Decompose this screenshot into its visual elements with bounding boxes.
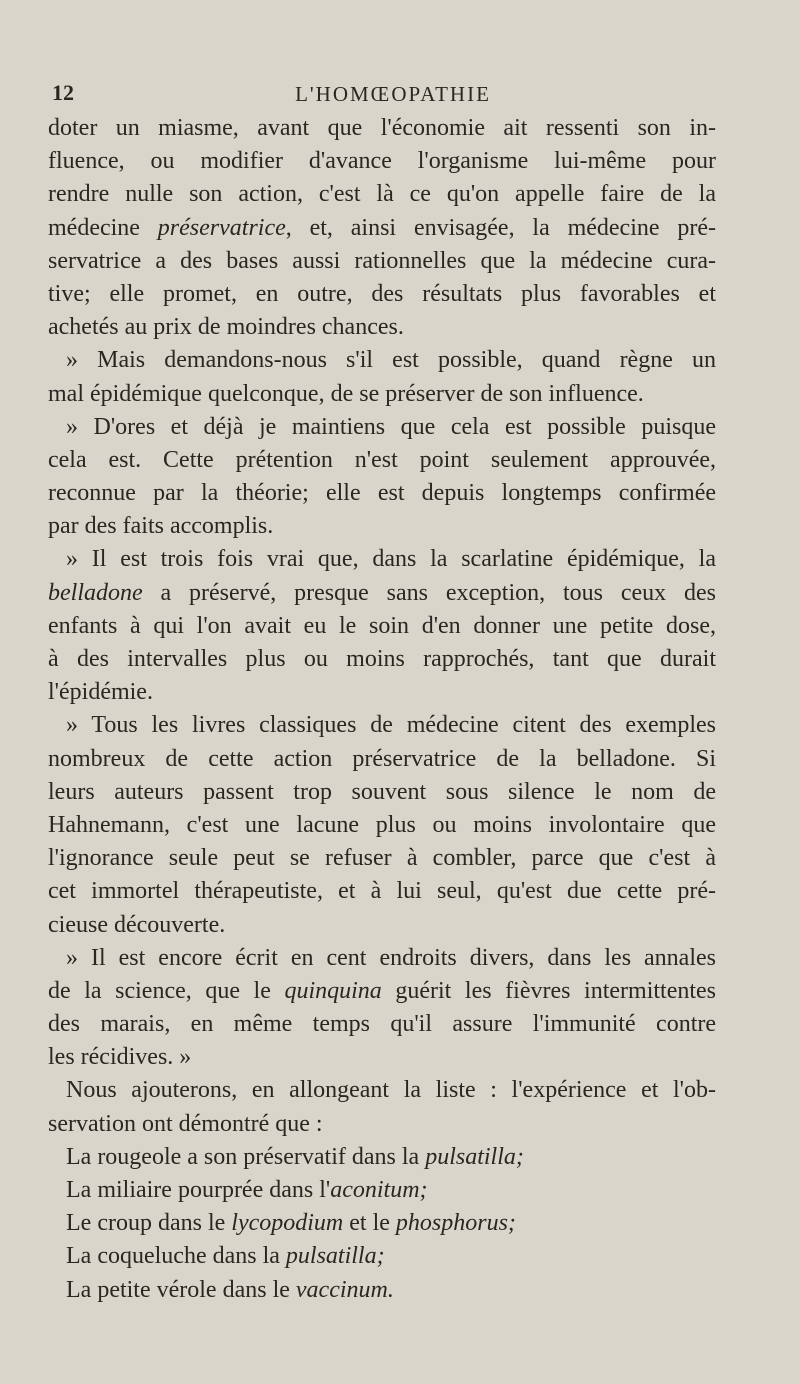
- text-segment: nombreux de cette action préservatrice de la belladone. Si: [48, 745, 716, 772]
- page-header: [52, 80, 714, 112]
- text-segment: reconnue par la théorie; elle est depuis longtemps confirmée: [48, 480, 716, 507]
- text-segment: » D'ores et déjà je maintiens que cela est possible puisque: [66, 413, 716, 440]
- text-line: [48, 1141, 716, 1174]
- text-line: [48, 776, 716, 809]
- text-line: [48, 676, 716, 709]
- text-line: [48, 1240, 716, 1273]
- text-segment: La coqueluche dans la: [66, 1243, 286, 1270]
- text-line: [48, 278, 716, 311]
- text-line: [48, 444, 716, 477]
- text-segment: rendre nulle son action, c'est là ce qu'on appelle faire de la: [48, 181, 716, 208]
- text-segment: servatrice a des bases aussi rationnelles que la médecine cura-: [48, 247, 716, 274]
- text-line: [48, 1074, 716, 1107]
- text-segment: cela est. Cette prétention n'est point seulement approuvée,: [48, 446, 716, 473]
- text-segment: doter un miasme, avant que l'économie ait ressenti son in-: [48, 115, 716, 141]
- italic-term: belladone: [48, 579, 143, 606]
- italic-term: préservatrice: [157, 214, 286, 241]
- text-segment: La miliaire pourprée dans l': [66, 1177, 331, 1203]
- page-number: 12: [52, 80, 74, 105]
- text-segment: cet immortel thérapeutiste, et à lui seul, qu'est due cette pré-: [48, 878, 716, 905]
- text-segment: mal épidémique quelconque, de se préserver de son influence.: [48, 380, 644, 407]
- italic-term: pulsatilla;: [425, 1143, 524, 1170]
- text-segment: servation ont démontré que :: [48, 1110, 323, 1137]
- text-segment: Nous ajouterons, en allongeant la liste : l'expérience et l'ob-: [66, 1077, 716, 1104]
- text-line: [48, 112, 716, 145]
- text-segment: achetés au prix de moindres chances.: [48, 314, 404, 341]
- text-line: [48, 212, 716, 245]
- text-segment: leurs auteurs passent trop souvent sous silence le nom de: [48, 778, 716, 805]
- text-segment: cieuse découverte.: [48, 911, 226, 938]
- text-segment: enfants à qui l'on avait eu le soin d'en donner une petite dose,: [48, 612, 716, 639]
- text-line: [48, 1041, 716, 1074]
- italic-term: quinquina: [284, 977, 382, 1004]
- text-line: [48, 311, 716, 344]
- text-line: [48, 1207, 716, 1240]
- text-line: [48, 643, 716, 676]
- text-segment: » Il est encore écrit en cent endroits divers, dans les annales: [66, 944, 716, 971]
- text-segment: » Il est trois fois vrai que, dans la scarlatine épidémique, la: [66, 546, 716, 573]
- text-segment: La petite vérole dans le: [66, 1276, 296, 1303]
- text-line: [48, 1174, 716, 1207]
- body-text: [48, 112, 716, 1307]
- text-segment: et le: [343, 1210, 396, 1237]
- text-line: [48, 1274, 716, 1307]
- text-line: [48, 145, 716, 178]
- text-segment: guérit les fièvres intermittentes: [381, 977, 717, 1004]
- text-segment: à des intervalles plus ou moins rapprochés, tant que durait: [48, 646, 716, 672]
- text-segment: de la science, que le: [48, 977, 285, 1004]
- text-segment: » Mais demandons-nous s'il est possible, quand règne un: [66, 347, 716, 374]
- text-segment: Le croup dans le: [66, 1210, 232, 1237]
- text-line: [48, 344, 716, 377]
- text-line: [48, 543, 716, 576]
- text-segment: a préservé, presque sans exception, tous ceux des: [142, 579, 716, 606]
- italic-term: vaccinum.: [295, 1276, 394, 1303]
- text-line: [48, 1008, 716, 1041]
- text-line: [48, 842, 716, 875]
- text-line: [48, 1108, 716, 1141]
- text-segment: fluence, ou modifier d'avance l'organisme lui-même pour: [48, 148, 716, 175]
- text-line: [48, 909, 716, 942]
- text-segment: médecine: [48, 214, 158, 241]
- text-line: [48, 942, 716, 975]
- text-segment: , et, ainsi envisagée, la médecine pré-: [285, 214, 716, 241]
- text-segment: l'ignorance seule peut se refuser à combler, parce que c'est à: [48, 845, 716, 872]
- text-line: [48, 577, 716, 610]
- text-segment: l'épidémie.: [48, 679, 153, 706]
- text-segment: La rougeole a son préservatif dans la: [66, 1143, 426, 1170]
- text-line: [48, 610, 716, 643]
- text-segment: par des faits accomplis.: [48, 513, 274, 540]
- text-segment: des marais, en même temps qu'il assure l'immunité contre: [48, 1011, 716, 1038]
- text-segment: » Tous les livres classiques de médecine citent des exemples: [66, 712, 716, 739]
- italic-term: aconitum;: [330, 1177, 428, 1203]
- text-line: [48, 875, 716, 908]
- italic-term: phosphorus;: [395, 1210, 516, 1237]
- text-line: [48, 975, 716, 1008]
- text-segment: Hahnemann, c'est une lacune plus ou moins involontaire que: [48, 811, 716, 838]
- italic-term: pulsatilla;: [285, 1243, 385, 1270]
- text-segment: les récidives. »: [48, 1044, 192, 1071]
- text-line: [48, 378, 716, 411]
- text-segment: tive; elle promet, en outre, des résultats plus favorables et: [48, 280, 716, 307]
- italic-term: lycopodium: [231, 1210, 344, 1237]
- text-line: [48, 743, 716, 776]
- text-line: [48, 245, 716, 278]
- text-line: [48, 477, 716, 510]
- text-line: [48, 510, 716, 543]
- text-line: [48, 411, 716, 444]
- text-line: [48, 709, 716, 742]
- running-title: L'HOMŒOPATHIE: [295, 82, 491, 106]
- text-line: [48, 809, 716, 842]
- text-line: [48, 178, 716, 211]
